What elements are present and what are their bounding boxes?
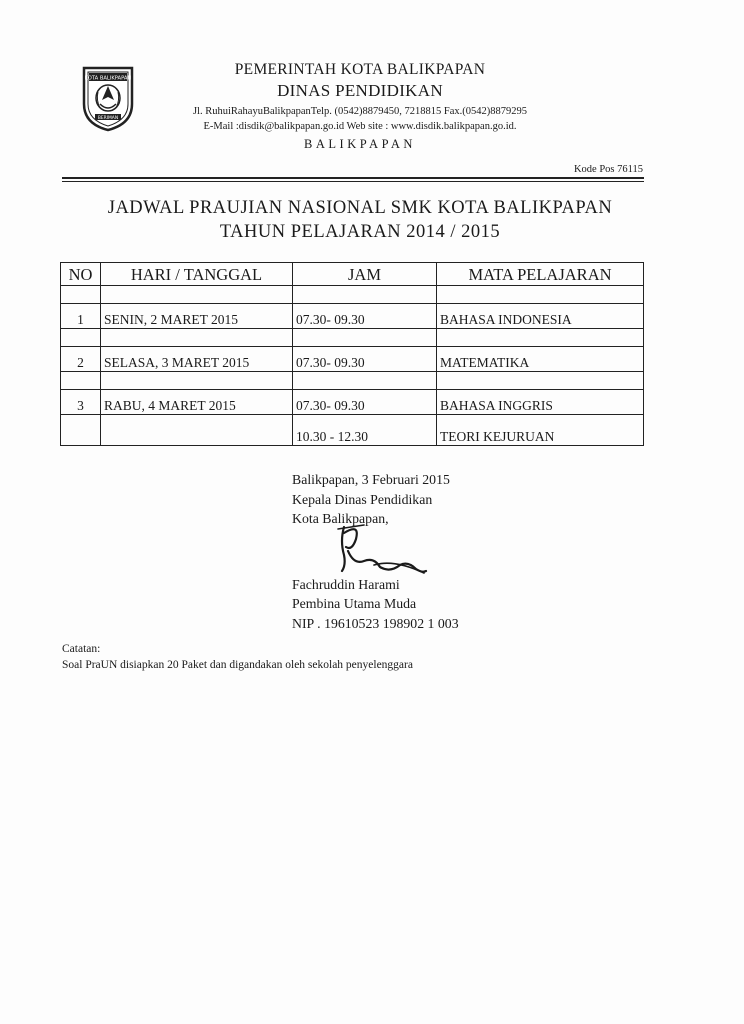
emblem-text-bottom: BERIMAN	[97, 115, 119, 121]
cell-subject: BAHASA INDONESIA	[437, 304, 644, 329]
cell-day	[101, 415, 293, 446]
cell-subject: MATEMATIKA	[437, 347, 644, 372]
cell-time: 07.30- 09.30	[293, 304, 437, 329]
signer-office: Kota Balikpapan,	[292, 511, 389, 527]
emblem-text-top: KOTA BALIKPAPAN	[84, 75, 132, 82]
header-no: NO	[61, 263, 101, 286]
cell-no: 3	[61, 390, 101, 415]
table-spacer-row	[61, 372, 644, 390]
letterhead-divider-thick	[62, 177, 644, 179]
cell-no: 2	[61, 347, 101, 372]
cell-subject: TEORI KEJURUAN	[437, 415, 644, 446]
table-spacer-row	[61, 286, 644, 304]
header-day-date: HARI / TANGGAL	[101, 263, 293, 286]
table-row	[61, 304, 644, 329]
note-text: Soal PraUN disiapkan 20 Paket dan digandakan oleh sekolah penyelenggara	[62, 659, 413, 671]
signer-rank: Pembina Utama Muda	[292, 596, 417, 612]
note-block	[62, 641, 413, 673]
note-label: Catatan:	[62, 643, 101, 655]
cell-subject: BAHASA INGGRIS	[437, 390, 644, 415]
cell-day: SELASA, 3 MARET 2015	[101, 347, 293, 372]
city-emblem-icon	[80, 64, 136, 132]
office-address: Jl. RuhuiRahayuBalikpapanTelp. (0542)8879450, 7218815 Fax.(0542)8879295	[192, 106, 528, 117]
header-subject: MATA PELAJARAN	[437, 263, 644, 286]
cell-day: SENIN, 2 MARET 2015	[101, 304, 293, 329]
table-row	[61, 415, 644, 446]
document-title	[60, 196, 660, 244]
cell-time: 07.30- 09.30	[293, 390, 437, 415]
schedule-table	[60, 262, 644, 446]
table-row	[61, 347, 644, 372]
office-contact: E-Mail :disdik@balikpapan.go.id Web site : www.disdik.balikpapan.go.id.	[203, 121, 517, 132]
header-time: JAM	[293, 263, 437, 286]
office-name: DINAS PENDIDIKAN	[277, 81, 443, 100]
cell-day: RABU, 4 MARET 2015	[101, 390, 293, 415]
postal-code: Kode Pos 76115	[573, 164, 643, 175]
signer-name: Fachruddin Harami	[292, 576, 400, 592]
letterhead	[150, 60, 570, 153]
signer-position: Kepala Dinas Pendidikan	[292, 491, 433, 507]
cell-no: 1	[61, 304, 101, 329]
signature-block	[292, 470, 459, 634]
letterhead-divider-thin	[62, 181, 644, 182]
table-header-row	[61, 263, 644, 286]
title-line-2: TAHUN PELAJARAN 2014 / 2015	[219, 222, 501, 242]
handwritten-signature-icon	[334, 521, 429, 577]
cell-no	[61, 415, 101, 446]
table-row	[61, 390, 644, 415]
cell-time: 07.30- 09.30	[293, 347, 437, 372]
signer-nip: NIP . 19610523 198902 1 003	[292, 615, 459, 631]
table-spacer-row	[61, 329, 644, 347]
government-name: PEMERINTAH KOTA BALIKPAPAN	[234, 61, 486, 78]
office-city: BALIKPAPAN	[304, 137, 416, 151]
cell-time: 10.30 - 12.30	[293, 415, 437, 446]
place-date: Balikpapan, 3 Februari 2015	[292, 472, 450, 487]
title-line-1: JADWAL PRAUJIAN NASIONAL SMK KOTA BALIKPAPAN	[107, 198, 613, 218]
